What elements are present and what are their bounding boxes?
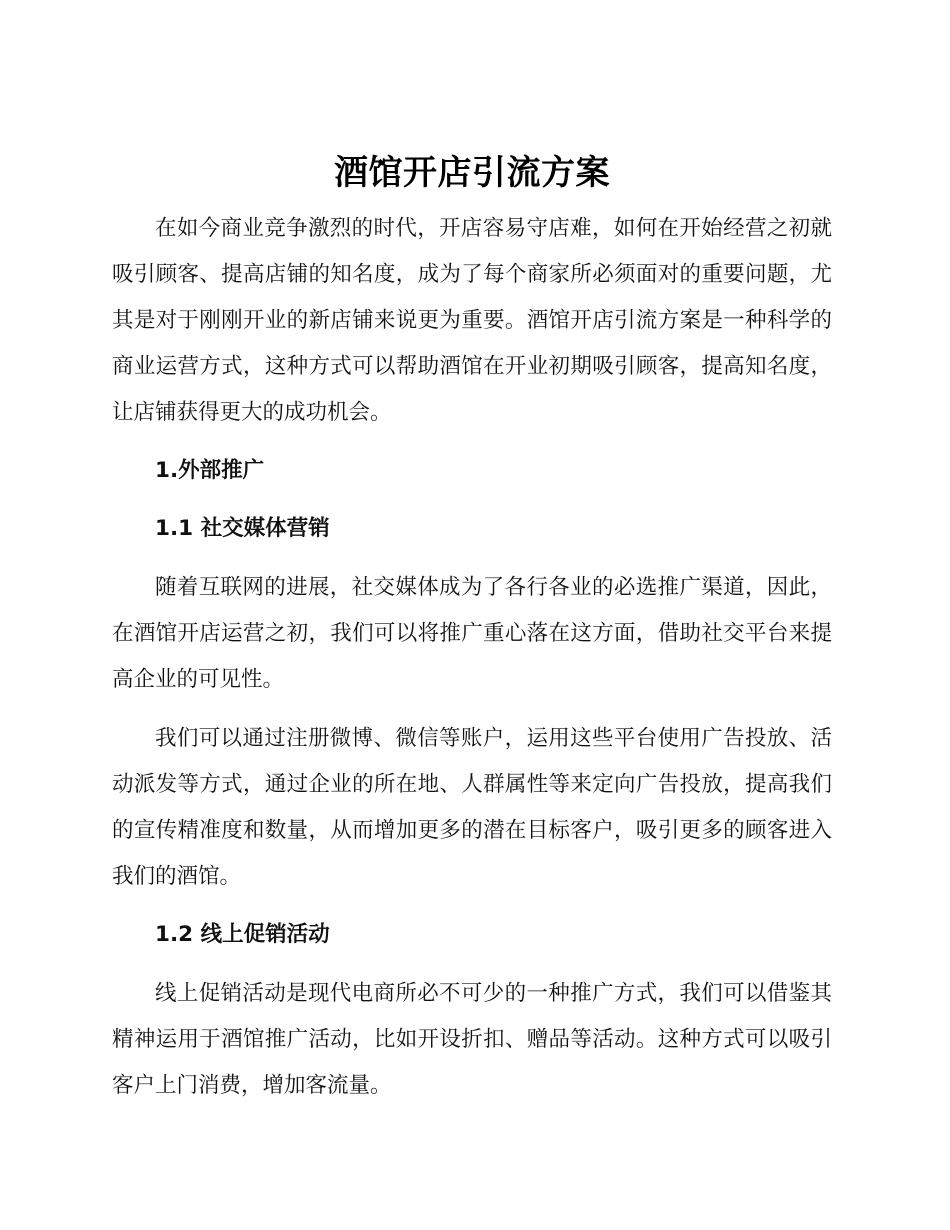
subsection-heading-online-promotion: 1.2 线上促销活动 [155, 922, 330, 947]
document-content [112, 148, 832, 1109]
document-title: 酒馆开店引流方案 [334, 153, 610, 193]
section-heading-external-promotion: 1.外部推广 [155, 458, 265, 483]
subsection-heading-social-media: 1.1 社交媒体营销 [155, 516, 330, 541]
social-media-paragraph-1: 随着互联网的进展，社交媒体成为了各行各业的必选推广渠道，因此，在酒馆开店运营之初，我们可以将推广重心落在这方面，借助社交平台来提高企业的可见性。 [112, 575, 832, 692]
social-media-paragraph-2: 我们可以通过注册微博、微信等账户，运用这些平台使用广告投放、活动派发等方式，通过企业的所在地、人群属性等来定向广告投放，提高我们的宣传精准度和数量，从而增加更多的潜在目标客户，吸引更多的顾客进入我们的酒馆。 [112, 726, 832, 889]
intro-paragraph: 在如今商业竞争激烈的时代，开店容易守店难，如何在开始经营之初就吸引顾客、提高店铺的知名度，成为了每个商家所必须面对的重要问题，尤其是对于刚刚开业的新店铺来说更为重要。酒馆开店引流方案是一种科学的商业运营方式，这种方式可以帮助酒馆在开业初期吸引顾客，提高知名度，让店铺获得更大的成功机会。 [112, 216, 832, 425]
online-promotion-paragraph: 线上促销活动是现代电商所必不可少的一种推广方式，我们可以借鉴其精神运用于酒馆推广活动，比如开设折扣、赠品等活动。这种方式可以吸引客户上门消费，增加客流量。 [112, 981, 832, 1098]
